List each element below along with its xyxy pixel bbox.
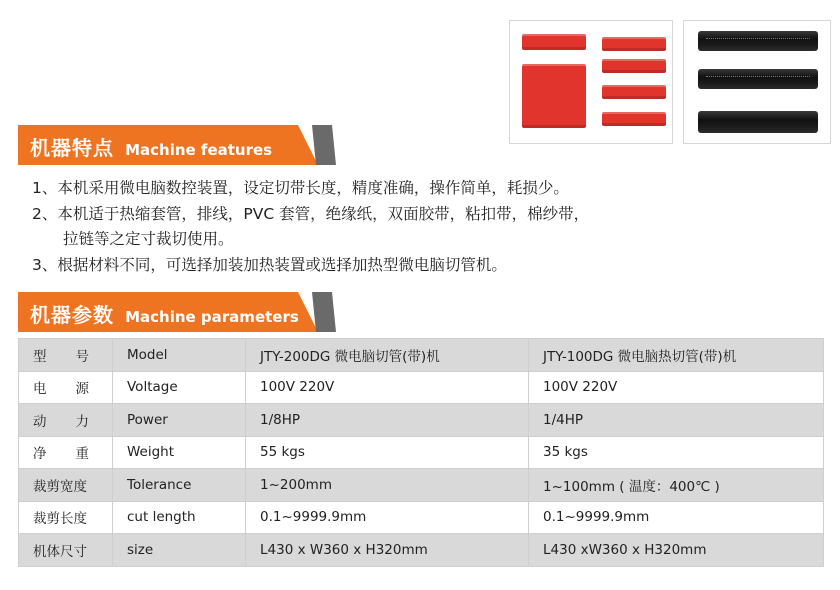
params-table bbox=[18, 338, 824, 567]
param-value-200dg: 100V 220V bbox=[246, 371, 529, 404]
table-row bbox=[19, 371, 824, 404]
param-value-100dg: 35 kgs bbox=[529, 436, 824, 469]
param-label-en: Model bbox=[113, 339, 246, 372]
black-tube bbox=[698, 111, 818, 133]
table-row bbox=[19, 534, 824, 567]
param-label-cn: 型号 bbox=[33, 348, 89, 365]
features-title-cn: 机器特点 bbox=[30, 136, 114, 160]
features-title-en: Machine features bbox=[125, 141, 273, 159]
param-value-100dg: 1~100mm ( 温度：400℃ ) bbox=[529, 469, 824, 502]
red-strip bbox=[602, 37, 666, 51]
param-label-cn: 动力 bbox=[33, 413, 89, 430]
param-label-cn: 净重 bbox=[33, 446, 89, 463]
red-strip bbox=[522, 34, 586, 50]
feature-list bbox=[32, 176, 589, 278]
param-value-200dg: 1~200mm bbox=[246, 469, 529, 502]
table-row bbox=[19, 469, 824, 502]
param-label-cn: 电源 bbox=[33, 381, 89, 398]
param-label-en: Power bbox=[113, 404, 246, 437]
feature-item: 1、本机采用微电脑数控装置，设定切带长度，精度准确，操作简单，耗损少。 bbox=[32, 179, 569, 197]
param-label-en: cut length bbox=[113, 501, 246, 534]
param-value-100dg: JTY-100DG 微电脑热切管(带)机 bbox=[529, 339, 824, 372]
param-value-200dg: L430 x W360 x H320mm bbox=[246, 534, 529, 567]
red-strip bbox=[602, 85, 666, 99]
black-tube-photo bbox=[683, 20, 831, 144]
params-banner bbox=[18, 292, 336, 332]
param-value-200dg: 1/8HP bbox=[246, 404, 529, 437]
param-value-100dg: 1/4HP bbox=[529, 404, 824, 437]
param-value-100dg: 0.1~9999.9mm bbox=[529, 501, 824, 534]
param-value-100dg: 100V 220V bbox=[529, 371, 824, 404]
param-label-en: Weight bbox=[113, 436, 246, 469]
param-label-cn: 裁剪长度 bbox=[33, 511, 87, 528]
feature-item-continued: 拉链等之定寸裁切使用。 bbox=[63, 230, 234, 248]
param-label-en: Voltage bbox=[113, 371, 246, 404]
table-row bbox=[19, 339, 824, 372]
table-row bbox=[19, 501, 824, 534]
param-value-200dg: 0.1~9999.9mm bbox=[246, 501, 529, 534]
red-strip bbox=[522, 64, 586, 128]
black-tube bbox=[698, 69, 818, 89]
black-tube bbox=[698, 31, 818, 51]
param-label-cn: 机体尺寸 bbox=[33, 543, 87, 560]
param-value-100dg: L430 xW360 x H320mm bbox=[529, 534, 824, 567]
param-value-200dg: 55 kgs bbox=[246, 436, 529, 469]
params-title-cn: 机器参数 bbox=[30, 303, 114, 327]
param-value-200dg: JTY-200DG 微电脑切管(带)机 bbox=[246, 339, 529, 372]
feature-item: 3、根据材料不同，可选择加装加热装置或选择加热型微电脑切管机。 bbox=[32, 255, 507, 274]
param-label-en: Tolerance bbox=[113, 469, 246, 502]
features-banner bbox=[18, 125, 336, 165]
table-row bbox=[19, 404, 824, 437]
param-label-en: size bbox=[113, 534, 246, 567]
red-strip bbox=[602, 112, 666, 126]
param-label-cn: 裁剪宽度 bbox=[33, 478, 87, 495]
red-tape-photo bbox=[509, 20, 673, 144]
table-row bbox=[19, 436, 824, 469]
feature-item: 2、本机适于热缩套管，排线，PVC 套管，绝缘纸，双面胶带，粘扣带，棉纱带， bbox=[32, 204, 590, 223]
params-title-en: Machine parameters bbox=[125, 308, 299, 326]
red-strip bbox=[602, 59, 666, 73]
